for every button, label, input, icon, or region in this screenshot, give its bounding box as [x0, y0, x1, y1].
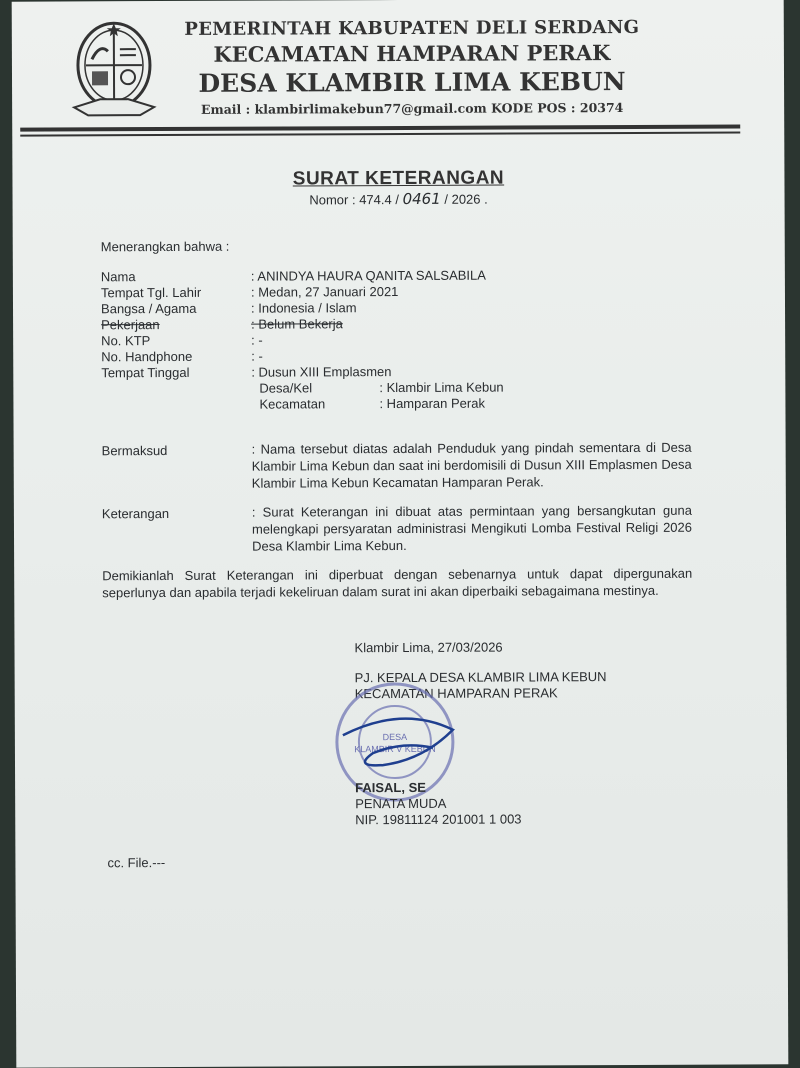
field-value: : Indonesia / Islam: [251, 300, 357, 316]
field-value: : ANINDYA HAURA QANITA SALSABILA: [251, 268, 486, 285]
purpose-label: Bermaksud: [102, 443, 168, 459]
number-prefix: Nomor : 474.4 /: [309, 192, 402, 207]
field-label: Bangsa / Agama: [101, 301, 196, 317]
handwritten-number: 0461: [403, 190, 441, 208]
field-label: Pekerjaan: [101, 317, 160, 333]
field-value: : -: [251, 349, 263, 365]
field-value: : -: [251, 333, 263, 349]
field-value: : Medan, 27 Januari 2021: [251, 284, 399, 301]
field-label: Nama: [101, 269, 136, 285]
signer-position: PJ. KEPALA DESA KLAMBIR LIMA KEBUN: [355, 669, 607, 686]
field-value: : Belum Bekerja: [251, 316, 343, 332]
address-value: : Hamparan Perak: [379, 396, 485, 412]
svg-text:DESA: DESA: [383, 732, 408, 742]
field-label: No. KTP: [101, 333, 150, 349]
letter-title: SURAT KETERANGAN: [12, 166, 784, 191]
carbon-copy: cc. File.---: [107, 855, 165, 871]
district-name: KECAMATAN HAMPARAN PERAK: [172, 40, 652, 67]
signer-nip: NIP. 19811124 201001 1 003: [355, 811, 521, 828]
signer-rank: PENATA MUDA: [355, 796, 446, 812]
village-name: DESA KLAMBIR LIMA KEBUN: [172, 67, 652, 98]
field-value: : Dusun XIII Emplasmen: [251, 364, 391, 381]
letter-number: [13, 188, 785, 209]
place-date: Klambir Lima, 27/03/2026: [354, 640, 502, 657]
field-label: No. Handphone: [101, 349, 192, 365]
address-value: : Klambir Lima Kebun: [379, 380, 503, 397]
svg-text:KLAMBIR V KEBUN: KLAMBIR V KEBUN: [354, 744, 436, 754]
intro-text: Menerangkan bahwa :: [101, 239, 230, 256]
identity-fields: [12, 0, 784, 2]
government-name: PEMERINTAH KABUPATEN DELI SERDANG: [172, 17, 652, 40]
address-label: Kecamatan: [259, 396, 325, 412]
number-suffix: / 2026 .: [441, 192, 488, 207]
remarks-text: : Surat Keterangan ini dibuat atas permintaan yang bersangkutan guna melengkapi persyaratan administrasi Mengikuti Lomba Festival Religi 2026 Desa Klambir Lima Kebun.: [252, 502, 692, 555]
contact-info: Email : klambirlimakebun77@gmail.com KODE POS : 20374: [172, 100, 652, 117]
header-divider-thin: [20, 132, 740, 137]
address-label: Desa/Kel: [259, 380, 312, 396]
letterhead: [12, 12, 784, 125]
letter-page: [12, 0, 789, 1068]
signer-district: KECAMATAN HAMPARAN PERAK: [355, 685, 558, 702]
field-label: Tempat Tinggal: [101, 365, 189, 381]
letterhead-text: [172, 17, 652, 117]
regency-emblem-icon: [70, 19, 158, 127]
remarks-label: Keterangan: [102, 506, 169, 522]
purpose-text: : Nama tersebut diatas adalah Penduduk yang pindah sementara di Desa Klambir Lima Kebun dan saat ini berdomisili di Dusun XIII Emplasmen Desa Klambir Lima Kebun Kecamatan Hamparan Perak.: [252, 439, 692, 492]
closing-text: Demikianlah Surat Keterangan ini diperbuat dengan sebenarnya untuk dapat dipergunakan seperlunya dan apabila terjadi kekeliruan dalam surat ini akan diperbaiki sebagaimana mestinya.: [102, 565, 692, 602]
signer-name: FAISAL, SE: [355, 780, 426, 796]
field-label: Tempat Tgl. Lahir: [101, 285, 201, 301]
